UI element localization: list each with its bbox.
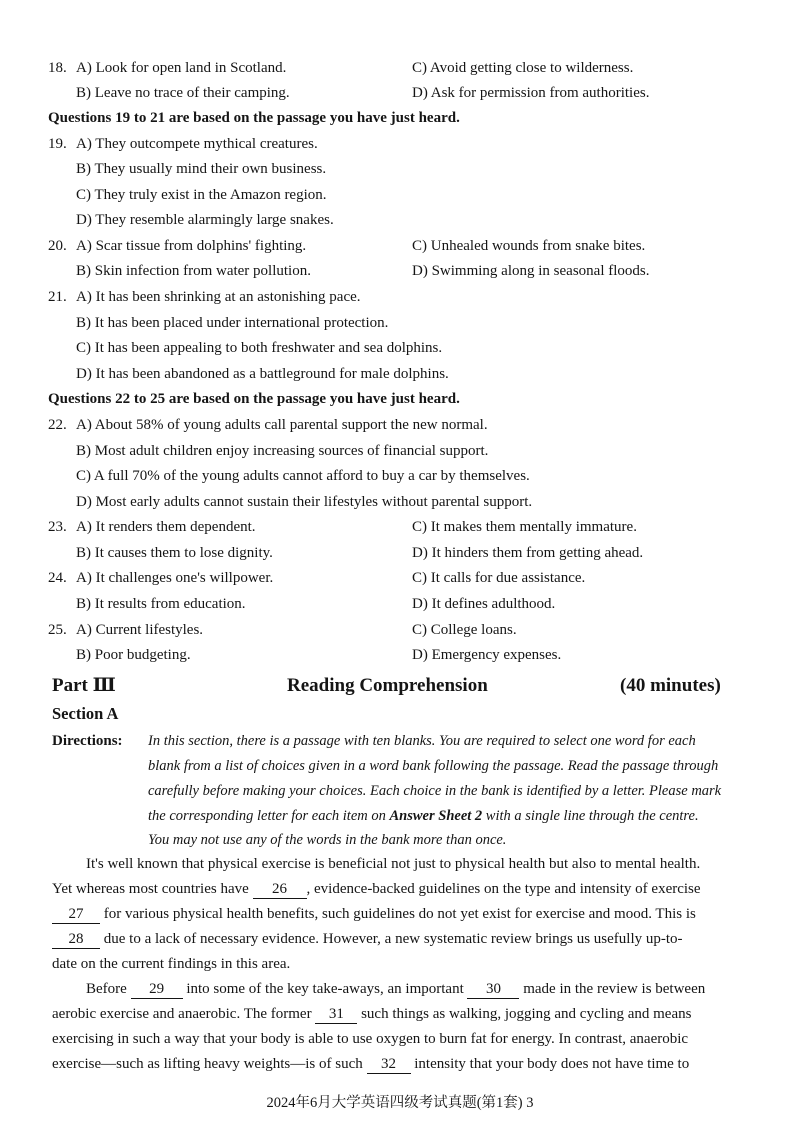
option: D) Emergency expenses. (412, 647, 562, 663)
option: A) They outcompete mythical creatures. (76, 136, 318, 152)
option: C) They truly exist in the Amazon region. (76, 187, 327, 203)
question-number: 25. (48, 622, 67, 638)
option: A) Scar tissue from dolphins' fighting. (76, 238, 307, 254)
passage-line: aerobic exercise and anaerobic. The former 31 such things as walking, jogging and cycling and means (52, 1006, 692, 1022)
option: A) It has been shrinking at an astonishing pace. (76, 289, 361, 305)
option: B) It has been placed under international protection. (76, 315, 389, 331)
option: C) It calls for due assistance. (412, 570, 586, 586)
part-title: Reading Comprehension (287, 675, 488, 696)
option: C) Unhealed wounds from snake bites. (412, 238, 646, 254)
option: D) Swimming along in seasonal floods. (412, 263, 650, 279)
directions-line: blank from a list of choices given in a word bank following the passage. Read the passage through (148, 758, 719, 774)
directions-label: Directions: (52, 733, 123, 749)
option: A) About 58% of young adults call parental support the new normal. (76, 417, 488, 433)
question-number: 20. (48, 238, 67, 254)
directions-line: carefully before making your choices. Each choice in the bank is identified by a letter. Please mark (148, 783, 722, 799)
option: D) It hinders them from getting ahead. (412, 545, 644, 561)
blank-29: 29 (131, 980, 183, 999)
part-time: (40 minutes) (620, 675, 721, 696)
option: B) Skin infection from water pollution. (76, 263, 311, 279)
option: D) They resemble alarmingly large snakes. (76, 212, 334, 228)
option: C) It has been appealing to both freshwater and sea dolphins. (76, 340, 443, 356)
option: B) Most adult children enjoy increasing sources of financial support. (76, 443, 489, 459)
option: D) It defines adulthood. (412, 596, 556, 612)
blank-32: 32 (367, 1055, 411, 1074)
question-number: 22. (48, 417, 67, 433)
option: C) It makes them mentally immature. (412, 519, 637, 535)
blank-28: 28 (52, 930, 100, 949)
blank-26: 26 (253, 880, 307, 899)
passage-line: Before 29 into some of the key take-aways, an important 30 made in the review is between (86, 981, 706, 997)
option: A) Current lifestyles. (76, 622, 204, 638)
question-number: 23. (48, 519, 67, 535)
question-number: 18. (48, 60, 67, 76)
option: B) It causes them to lose dignity. (76, 545, 273, 561)
option: A) It challenges one's willpower. (76, 570, 274, 586)
question-number: 21. (48, 289, 67, 305)
answer-sheet-ref: Answer Sheet 2 (389, 808, 483, 824)
option: C) Avoid getting close to wilderness. (412, 60, 634, 76)
option: D) Ask for permission from authorities. (412, 85, 650, 101)
option: B) It results from education. (76, 596, 246, 612)
directions-line: In this section, there is a passage with ten blanks. You are required to select one word for each (148, 733, 696, 749)
passage-line: date on the current findings in this area. (52, 956, 291, 972)
passage-line: It's well known that physical exercise is beneficial not just to physical health but also to mental health. (86, 856, 701, 872)
option: A) Look for open land in Scotland. (76, 60, 287, 76)
passage-line: Yet whereas most countries have 26 , evidence-backed guidelines on the type and intensity of exercise (52, 881, 701, 897)
option: B) Leave no trace of their camping. (76, 85, 290, 101)
part-label: Part Ⅲ (52, 675, 116, 696)
directions-line: You may not use any of the words in the bank more than once. (148, 832, 507, 848)
question-number: 19. (48, 136, 67, 152)
passage-line: 27 for various physical health benefits, such guidelines do not yet exist for exercise and mood. This is (52, 904, 696, 924)
blank-31: 31 (315, 1005, 357, 1024)
passage-line: exercising in such a way that your body is able to use oxygen to burn fat for energy. In contrast, anaerobic (52, 1031, 689, 1047)
option: D) It has been abandoned as a battleground for male dolphins. (76, 366, 449, 382)
option: B) Poor budgeting. (76, 647, 191, 663)
option: C) College loans. (412, 622, 517, 638)
blank-30: 30 (467, 980, 519, 999)
option: C) A full 70% of the young adults cannot afford to buy a car by themselves. (76, 468, 530, 484)
option: D) Most early adults cannot sustain their lifestyles without parental support. (76, 494, 533, 510)
section-title: Section A (52, 704, 119, 723)
question-number: 24. (48, 570, 67, 586)
directions-line: the corresponding letter for each item on Answer Sheet 2 with a single line through the centre. (148, 808, 699, 824)
passage-line: 28 due to a lack of necessary evidence. However, a new systematic review brings us usefully up-to- (52, 929, 683, 949)
page-footer: 2024年6月大学英语四级考试真题(第1套) 3 (266, 1095, 534, 1111)
blank-27: 27 (52, 905, 100, 924)
option: A) It renders them dependent. (76, 519, 256, 535)
question-group-heading: Questions 19 to 21 are based on the passage you have just heard. (48, 110, 460, 126)
option: B) They usually mind their own business. (76, 161, 327, 177)
passage-line: exercise—such as lifting heavy weights—is of such 32 intensity that your body does not have time to (52, 1056, 690, 1072)
question-group-heading: Questions 22 to 25 are based on the passage you have just heard. (48, 391, 460, 407)
